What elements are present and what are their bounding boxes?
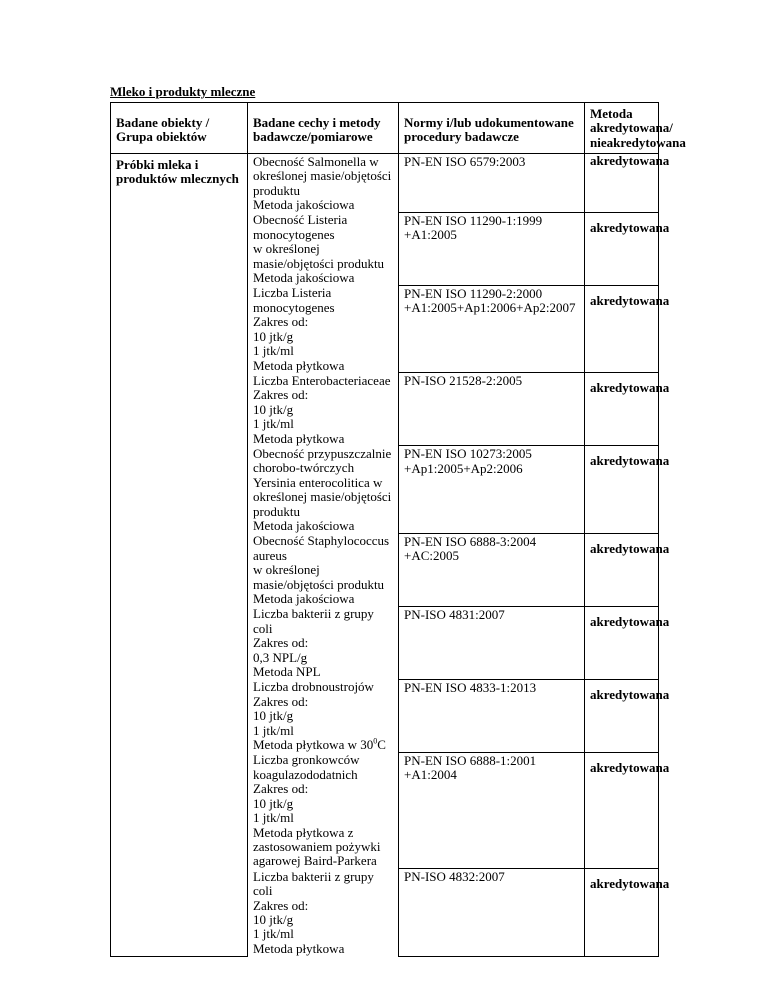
- feature-line: Metoda płytkowa: [253, 357, 345, 373]
- feature-line: Obecność Salmonella w: [253, 153, 379, 169]
- status-cell: [585, 606, 670, 679]
- header-method-status: Metoda akredytowana/ nieakredytowana: [585, 103, 659, 154]
- feature-line: Metoda jakościowa: [253, 197, 355, 213]
- status-label: akredytowana: [590, 759, 670, 775]
- feature-line: aureus: [253, 547, 287, 563]
- status-label: akredytowana: [590, 219, 670, 235]
- feature-line: produktu: [253, 503, 300, 519]
- feature-line: [253, 738, 393, 752]
- feature-line: Metoda płytkowa: [253, 430, 345, 446]
- status-cell: [585, 446, 670, 533]
- feature-line: 10 jtk/g: [253, 911, 294, 927]
- feature-line: Metoda NPL: [253, 664, 321, 680]
- feature-temp-prefix: Metoda płytkowa w 30: [253, 737, 374, 753]
- accreditation-table: [110, 102, 686, 957]
- norm-line: PN-EN ISO 6888-3:2004: [404, 533, 537, 549]
- feature-line: w określonej: [253, 241, 320, 257]
- status-cell: [585, 533, 670, 606]
- feature-line: agarowej Baird-Parkera: [253, 853, 377, 869]
- status-cell: [585, 679, 670, 752]
- status-cell: [585, 869, 670, 956]
- object-group-cell: Próbki mleka i produktów mlecznych: [111, 153, 248, 956]
- norm-cell: [399, 533, 585, 606]
- feature-cell: [248, 752, 399, 868]
- feature-line: Liczba Enterobacteriaceae: [253, 372, 391, 388]
- status-label: akredytowana: [590, 540, 670, 556]
- status-cell: [585, 373, 670, 446]
- norm-line: PN-EN ISO 11290-1:1999: [404, 212, 543, 228]
- feature-line: coli: [253, 883, 273, 899]
- norm-line: +A1:2005: [404, 227, 457, 243]
- status-cell: [585, 212, 670, 285]
- feature-line: Liczba bakterii z grupy: [253, 868, 374, 884]
- status-cell: [585, 752, 670, 868]
- norm-line: PN-ISO 4831:2007: [404, 606, 505, 622]
- status-label: akredytowana: [590, 152, 670, 168]
- feature-line: Yersinia enterocolitica w: [253, 474, 383, 490]
- feature-line: Liczba gronkowców: [253, 752, 360, 768]
- feature-line: Metoda jakościowa: [253, 517, 355, 533]
- feature-line: Metoda płytkowa: [253, 940, 345, 956]
- feature-temp-suffix: C: [377, 737, 386, 753]
- norm-cell: [399, 212, 585, 285]
- feature-line: Zakres od:: [253, 781, 309, 797]
- feature-line: 1 jtk/ml: [253, 343, 294, 359]
- feature-line: Zakres od:: [253, 693, 309, 709]
- norm-cell: [399, 446, 585, 533]
- feature-line: Zakres od:: [253, 314, 309, 330]
- norm-cell: [399, 679, 585, 752]
- status-label: akredytowana: [590, 613, 670, 629]
- table-header-row: [111, 103, 659, 154]
- feature-line: masie/objętości produktu: [253, 255, 385, 271]
- header-features: Badane cechy i metody badawcze/pomiarowe: [248, 103, 399, 154]
- feature-line: produktu: [253, 182, 300, 198]
- norm-line: +A1:2004: [404, 767, 457, 783]
- feature-cell: [248, 533, 399, 606]
- feature-line: Liczba Listeria: [253, 285, 332, 301]
- feature-line: 1 jtk/ml: [253, 722, 294, 738]
- feature-line: chorobo-twórczych: [253, 460, 355, 476]
- feature-cell: [248, 446, 399, 533]
- status-label: akredytowana: [590, 380, 670, 396]
- feature-cell: [248, 373, 399, 446]
- feature-cell: [248, 869, 399, 956]
- feature-line: monocytogenes: [253, 299, 335, 315]
- feature-line: określonej masie/objętości: [253, 168, 392, 184]
- norm-line: PN-EN ISO 11290-2:2000: [404, 285, 543, 301]
- table-row: [111, 153, 659, 212]
- status-label: akredytowana: [590, 686, 670, 702]
- feature-cell: [248, 285, 399, 372]
- feature-line: 1 jtk/ml: [253, 926, 294, 942]
- header-objects: Badane obiekty / Grupa obiektów: [111, 103, 248, 154]
- norm-cell: [399, 606, 585, 679]
- feature-line: koagulazododatnich: [253, 766, 358, 782]
- norm-line: PN-ISO 21528-2:2005: [404, 373, 523, 389]
- feature-line: 10 jtk/g: [253, 328, 294, 344]
- feature-line: coli: [253, 620, 273, 636]
- feature-cell: [248, 212, 399, 285]
- feature-line: masie/objętości produktu: [253, 576, 385, 592]
- norm-line: PN-EN ISO 4833-1:2013: [404, 679, 537, 695]
- feature-line: określonej masie/objętości: [253, 489, 392, 505]
- feature-line: 10 jtk/g: [253, 708, 294, 724]
- norm-cell: [399, 153, 585, 212]
- feature-line: Zakres od:: [253, 635, 309, 651]
- norm-line: PN-EN ISO 6888-1:2001: [404, 752, 537, 768]
- table-body: [111, 152, 670, 956]
- feature-line: Obecność przypuszczalnie: [253, 445, 392, 461]
- feature-line: Metoda płytkowa z: [253, 824, 354, 840]
- feature-line: 1 jtk/ml: [253, 416, 294, 432]
- feature-line: Liczba bakterii z grupy: [253, 606, 374, 622]
- norm-line: PN-EN ISO 10273:2005: [404, 446, 532, 462]
- feature-line: Zakres od:: [253, 387, 309, 403]
- norm-line: +AC:2005: [404, 548, 460, 564]
- feature-line: w określonej: [253, 562, 320, 578]
- feature-line: 10 jtk/g: [253, 795, 294, 811]
- feature-cell: [248, 679, 399, 752]
- norm-line: +A1:2005+Ap1:2006+Ap2:2007: [404, 300, 576, 316]
- feature-line: Obecność Staphylococcus: [253, 533, 390, 549]
- status-label: akredytowana: [590, 876, 670, 892]
- feature-line: 0,3 NPL/g: [253, 649, 308, 665]
- feature-line: Liczba drobnoustrojów: [253, 679, 374, 695]
- header-norms: Normy i/lub udokumentowane procedury badawcze: [399, 103, 585, 154]
- feature-cell: [248, 153, 399, 212]
- feature-line: Metoda jakościowa: [253, 270, 355, 286]
- section-heading: Mleko i produkty mleczne: [110, 84, 256, 99]
- feature-line: Zakres od:: [253, 897, 309, 913]
- norm-cell: [399, 285, 585, 372]
- status-cell: [585, 152, 670, 212]
- degree-superscript: 0: [373, 736, 378, 746]
- status-label: akredytowana: [590, 292, 670, 308]
- norm-line: +Ap1:2005+Ap2:2006: [404, 460, 523, 476]
- norm-cell: [399, 869, 585, 956]
- norm-cell: [399, 752, 585, 868]
- norm-line: PN-EN ISO 6579:2003: [404, 153, 526, 169]
- status-label: akredytowana: [590, 453, 670, 469]
- feature-line: zastosowaniem pożywki: [253, 838, 381, 854]
- feature-cell: [248, 606, 399, 679]
- feature-line: 1 jtk/ml: [253, 810, 294, 826]
- feature-line: Obecność Listeria: [253, 212, 348, 228]
- status-cell: [585, 285, 670, 372]
- norm-cell: [399, 373, 585, 446]
- feature-line: Metoda jakościowa: [253, 591, 355, 606]
- norm-line: PN-ISO 4832:2007: [404, 869, 505, 885]
- feature-line: 10 jtk/g: [253, 401, 294, 417]
- feature-line: monocytogenes: [253, 226, 335, 242]
